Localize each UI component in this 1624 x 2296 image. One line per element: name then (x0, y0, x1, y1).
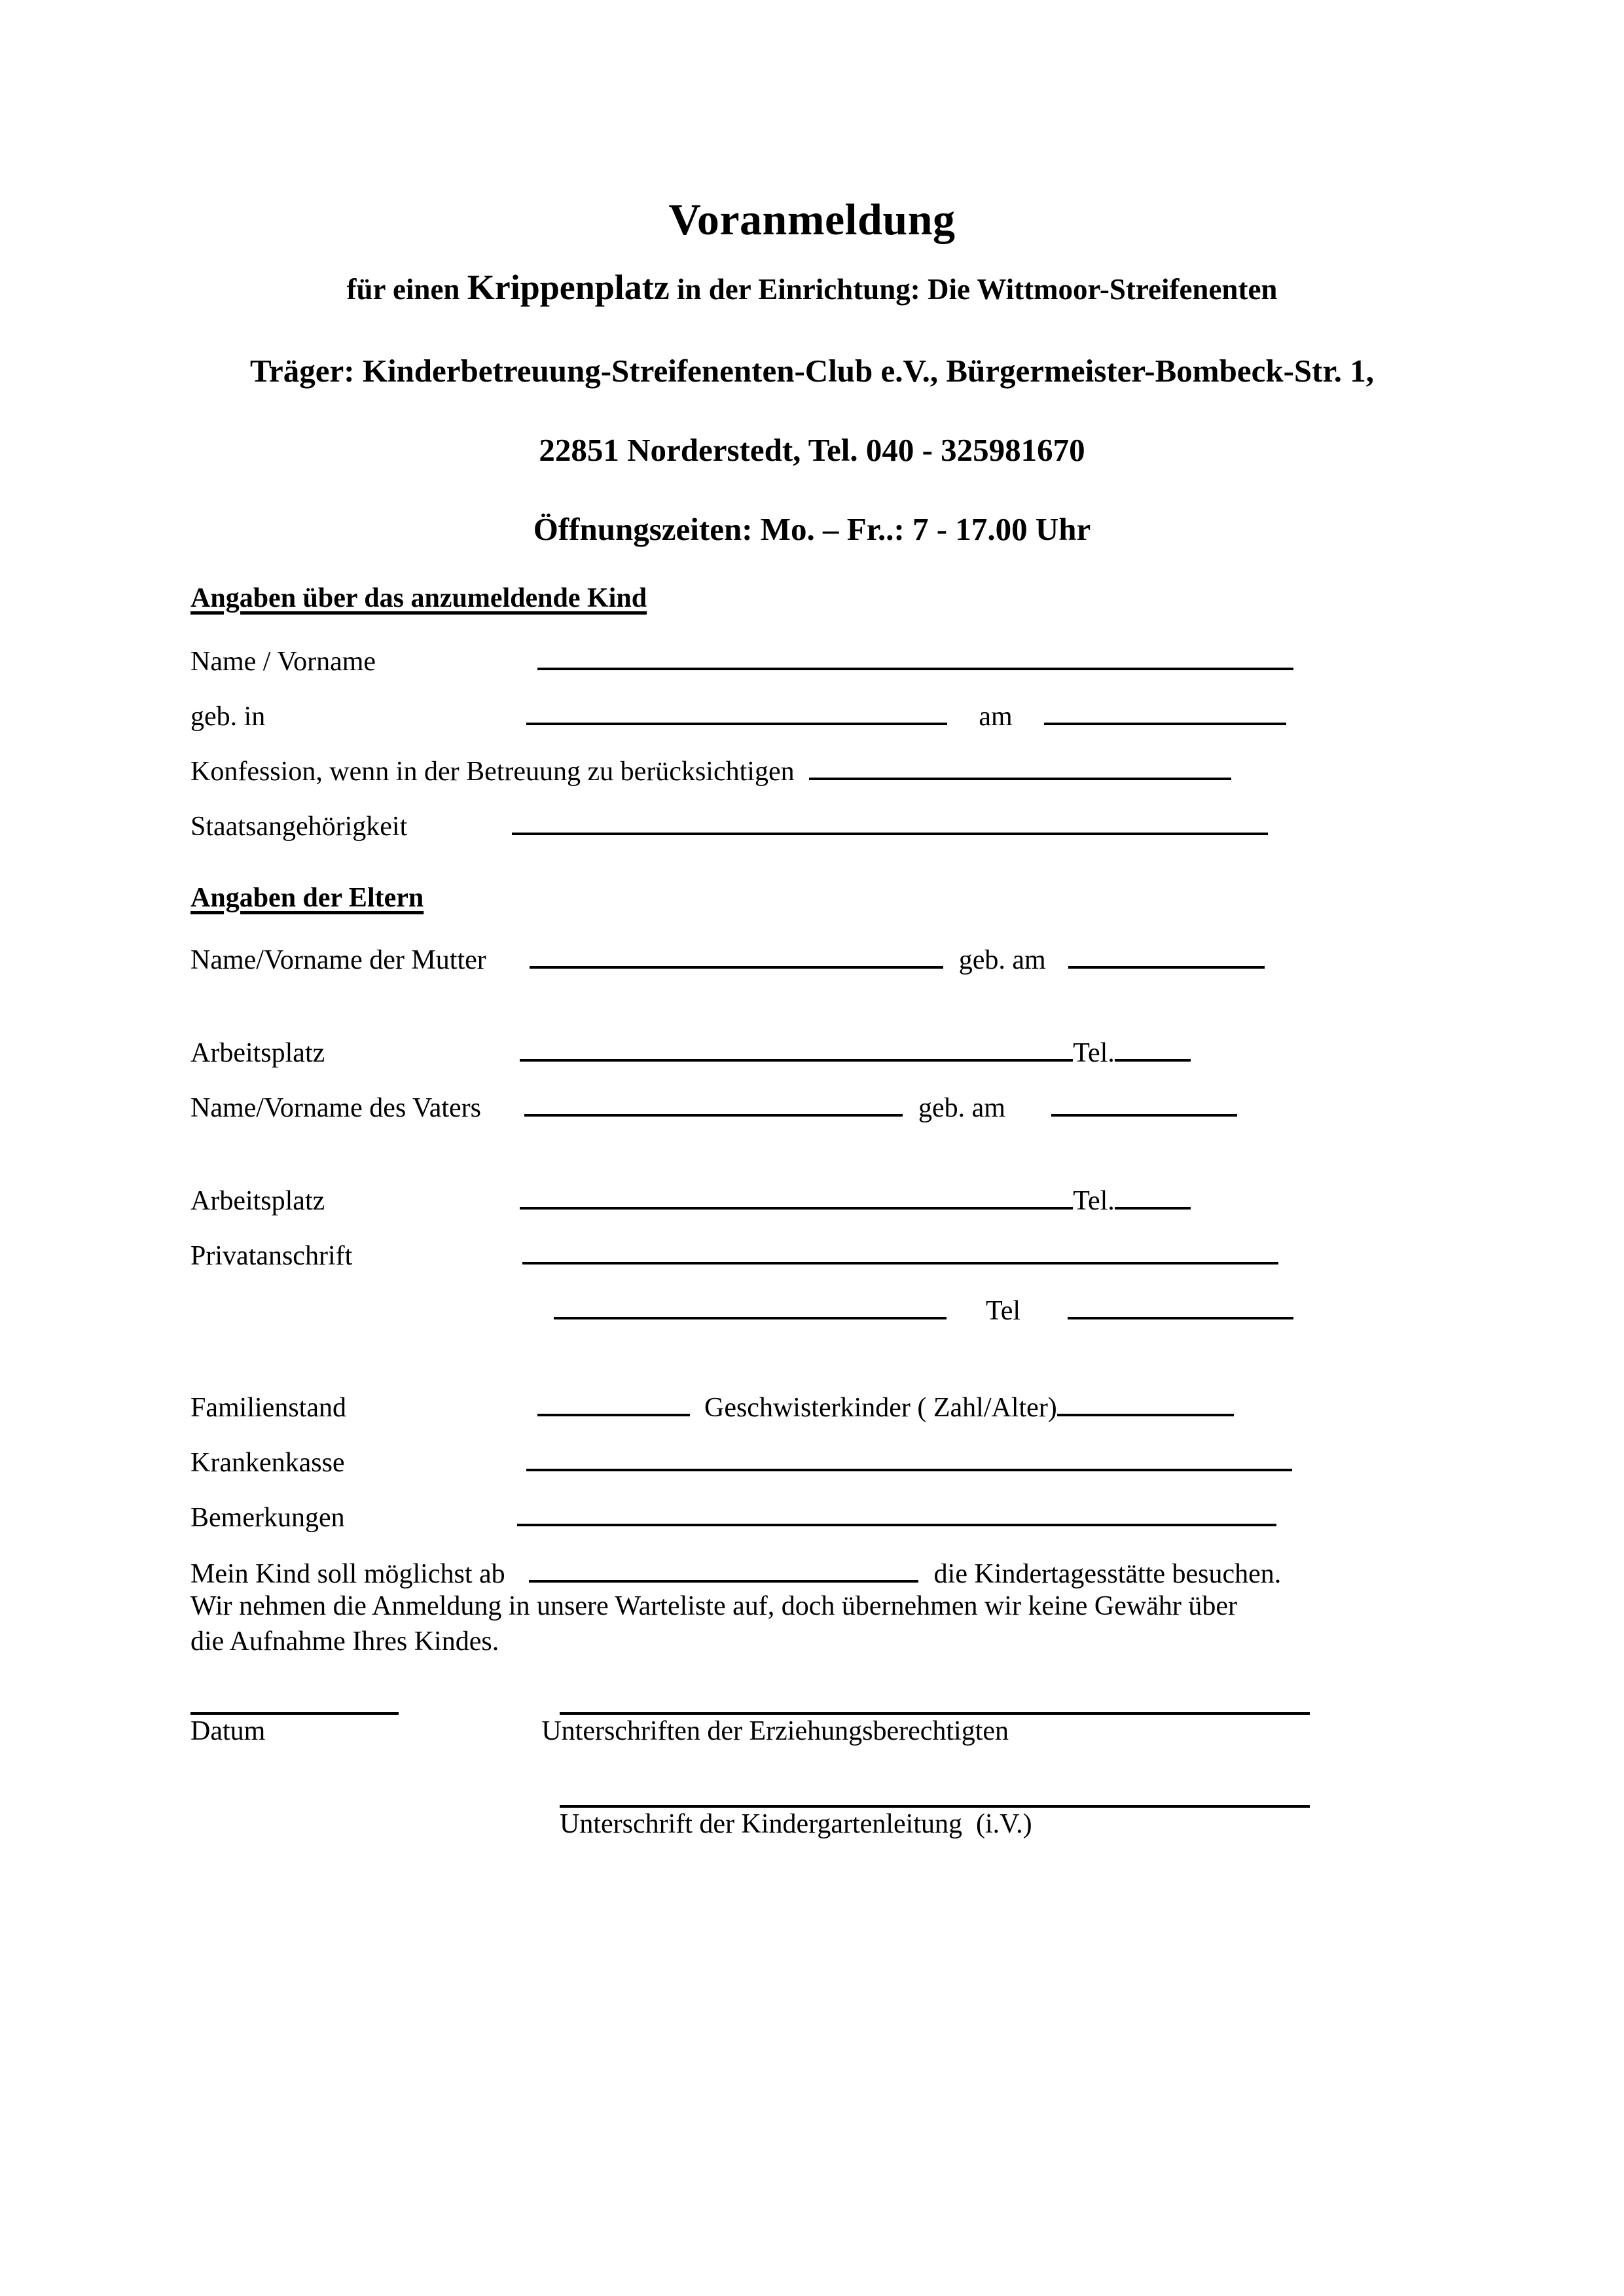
start-date-input-line[interactable] (529, 1580, 918, 1583)
father-work-label: Arbeitsplatz (190, 1186, 325, 1216)
address-line: 22851 Norderstedt, Tel. 040 - 325981670 (539, 431, 1085, 468)
field-row-child-konfession (190, 758, 1310, 785)
child-birthplace-input-line[interactable] (526, 723, 947, 725)
field-row-insurance (190, 1449, 1310, 1477)
home-tel-label: Tel (986, 1296, 1021, 1326)
home-address-line2-input-line[interactable] (554, 1317, 947, 1319)
page-title: Voranmeldung (668, 194, 956, 244)
mother-tel-input-line[interactable] (1115, 1059, 1191, 1062)
guardians-signature-label: Unterschriften der Erziehungsberechtigten (541, 1715, 1009, 1746)
mother-name-input-line[interactable] (530, 966, 943, 969)
subtitle-emphasis: Krippenplatz (467, 268, 670, 308)
field-row-child-name (190, 648, 1310, 675)
home-address-label: Privatanschrift (190, 1241, 353, 1271)
field-row-child-nationality (190, 813, 1310, 840)
statement-line1-suffix: die Kindertagesstätte besuchen. (933, 1559, 1282, 1589)
mother-name-label: Name/Vorname der Mutter (190, 945, 486, 975)
subtitle-suffix: in der Einrichtung: Die Wittmoor-Streifenenten (669, 273, 1278, 306)
child-name-label: Name / Vorname (190, 647, 376, 677)
child-konfession-input-line[interactable] (809, 778, 1231, 780)
mother-birthdate-input-line[interactable] (1068, 966, 1265, 969)
child-section-heading: Angaben über das anzumeldende Kind (190, 583, 647, 613)
child-name-input-line[interactable] (537, 668, 1293, 670)
home-address-input-line[interactable] (522, 1262, 1278, 1265)
father-tel-label: Tel. (1073, 1186, 1115, 1216)
statement-row-1 (190, 1560, 1310, 1588)
mother-work-input-line[interactable] (520, 1059, 1073, 1062)
child-birthplace-label: geb. in (190, 702, 266, 732)
mother-work-label: Arbeitsplatz (190, 1038, 325, 1068)
management-rule-row (190, 1805, 1310, 1808)
remarks-label: Bemerkungen (190, 1503, 345, 1533)
field-row-mother-name (190, 946, 1310, 974)
father-birthdate-input-line[interactable] (1051, 1114, 1237, 1117)
field-row-mother-work (190, 1039, 1310, 1067)
opening-hours-line: Öffnungszeiten: Mo. – Fr..: 7 - 17.00 Uhr (533, 511, 1091, 547)
field-row-father-name (190, 1094, 1310, 1122)
guardians-signature-line[interactable] (560, 1712, 1310, 1715)
management-label-row (190, 1810, 1310, 1838)
statement-line3: die Aufnahme Ihres Kindes. (190, 1626, 499, 1657)
field-row-marital-siblings (190, 1394, 1310, 1422)
document-subtitle (0, 266, 1624, 309)
parents-section-heading: Angaben der Eltern (190, 883, 424, 913)
father-name-label: Name/Vorname des Vaters (190, 1093, 481, 1123)
siblings-label: Geschwisterkinder ( Zahl/Alter) (704, 1393, 1057, 1423)
field-row-home-address (190, 1242, 1310, 1270)
child-birthdate-label: am (979, 702, 1013, 732)
insurance-label: Krankenkasse (190, 1448, 345, 1478)
insurance-input-line[interactable] (526, 1469, 1292, 1471)
child-nationality-label: Staatsangehörigkeit (190, 812, 408, 842)
child-konfession-label: Konfession, wenn in der Betreuung zu berücksichtigen (190, 757, 795, 787)
management-signature-line[interactable] (560, 1805, 1310, 1808)
marital-status-label: Familienstand (190, 1393, 346, 1423)
marital-status-input-line[interactable] (537, 1414, 690, 1416)
management-signature-label: Unterschrift der Kindergartenleitung (i.V.) (560, 1808, 1032, 1839)
signature-rules-row (190, 1712, 1310, 1715)
father-tel-input-line[interactable] (1115, 1207, 1191, 1210)
form-body (190, 583, 1310, 1838)
field-row-child-birth (190, 703, 1310, 730)
provider-line: Träger: Kinderbetreuung-Streifenenten-Club e.V., Bürgermeister-Bombeck-Str. 1, (249, 353, 1375, 389)
date-signature-line[interactable] (190, 1712, 399, 1715)
parents-section-heading-wrap (190, 882, 1310, 914)
field-row-remarks (190, 1504, 1310, 1532)
father-birthdate-label: geb. am (918, 1093, 1005, 1123)
statement-line1-prefix: Mein Kind soll möglichst ab (190, 1559, 505, 1589)
remarks-input-line[interactable] (517, 1524, 1276, 1526)
father-name-input-line[interactable] (524, 1114, 903, 1117)
child-nationality-input-line[interactable] (512, 833, 1268, 835)
field-row-father-work (190, 1187, 1310, 1215)
home-tel-input-line[interactable] (1068, 1317, 1293, 1319)
statement-line2: Wir nehmen die Anmeldung in unsere Warteliste auf, doch übernehmen wir keine Gewähr über (190, 1591, 1237, 1621)
father-work-input-line[interactable] (520, 1207, 1073, 1210)
mother-birthdate-label: geb. am (958, 945, 1046, 975)
subtitle-prefix: für einen (346, 273, 467, 306)
date-label: Datum (190, 1715, 266, 1746)
child-birthdate-input-line[interactable] (1044, 723, 1286, 725)
signature-labels-row (190, 1717, 1310, 1745)
document-header (0, 196, 1624, 549)
field-row-home-tel (190, 1297, 1310, 1325)
siblings-input-line[interactable] (1057, 1414, 1234, 1416)
child-section-heading-wrap (190, 583, 1310, 614)
mother-tel-label: Tel. (1073, 1038, 1115, 1068)
